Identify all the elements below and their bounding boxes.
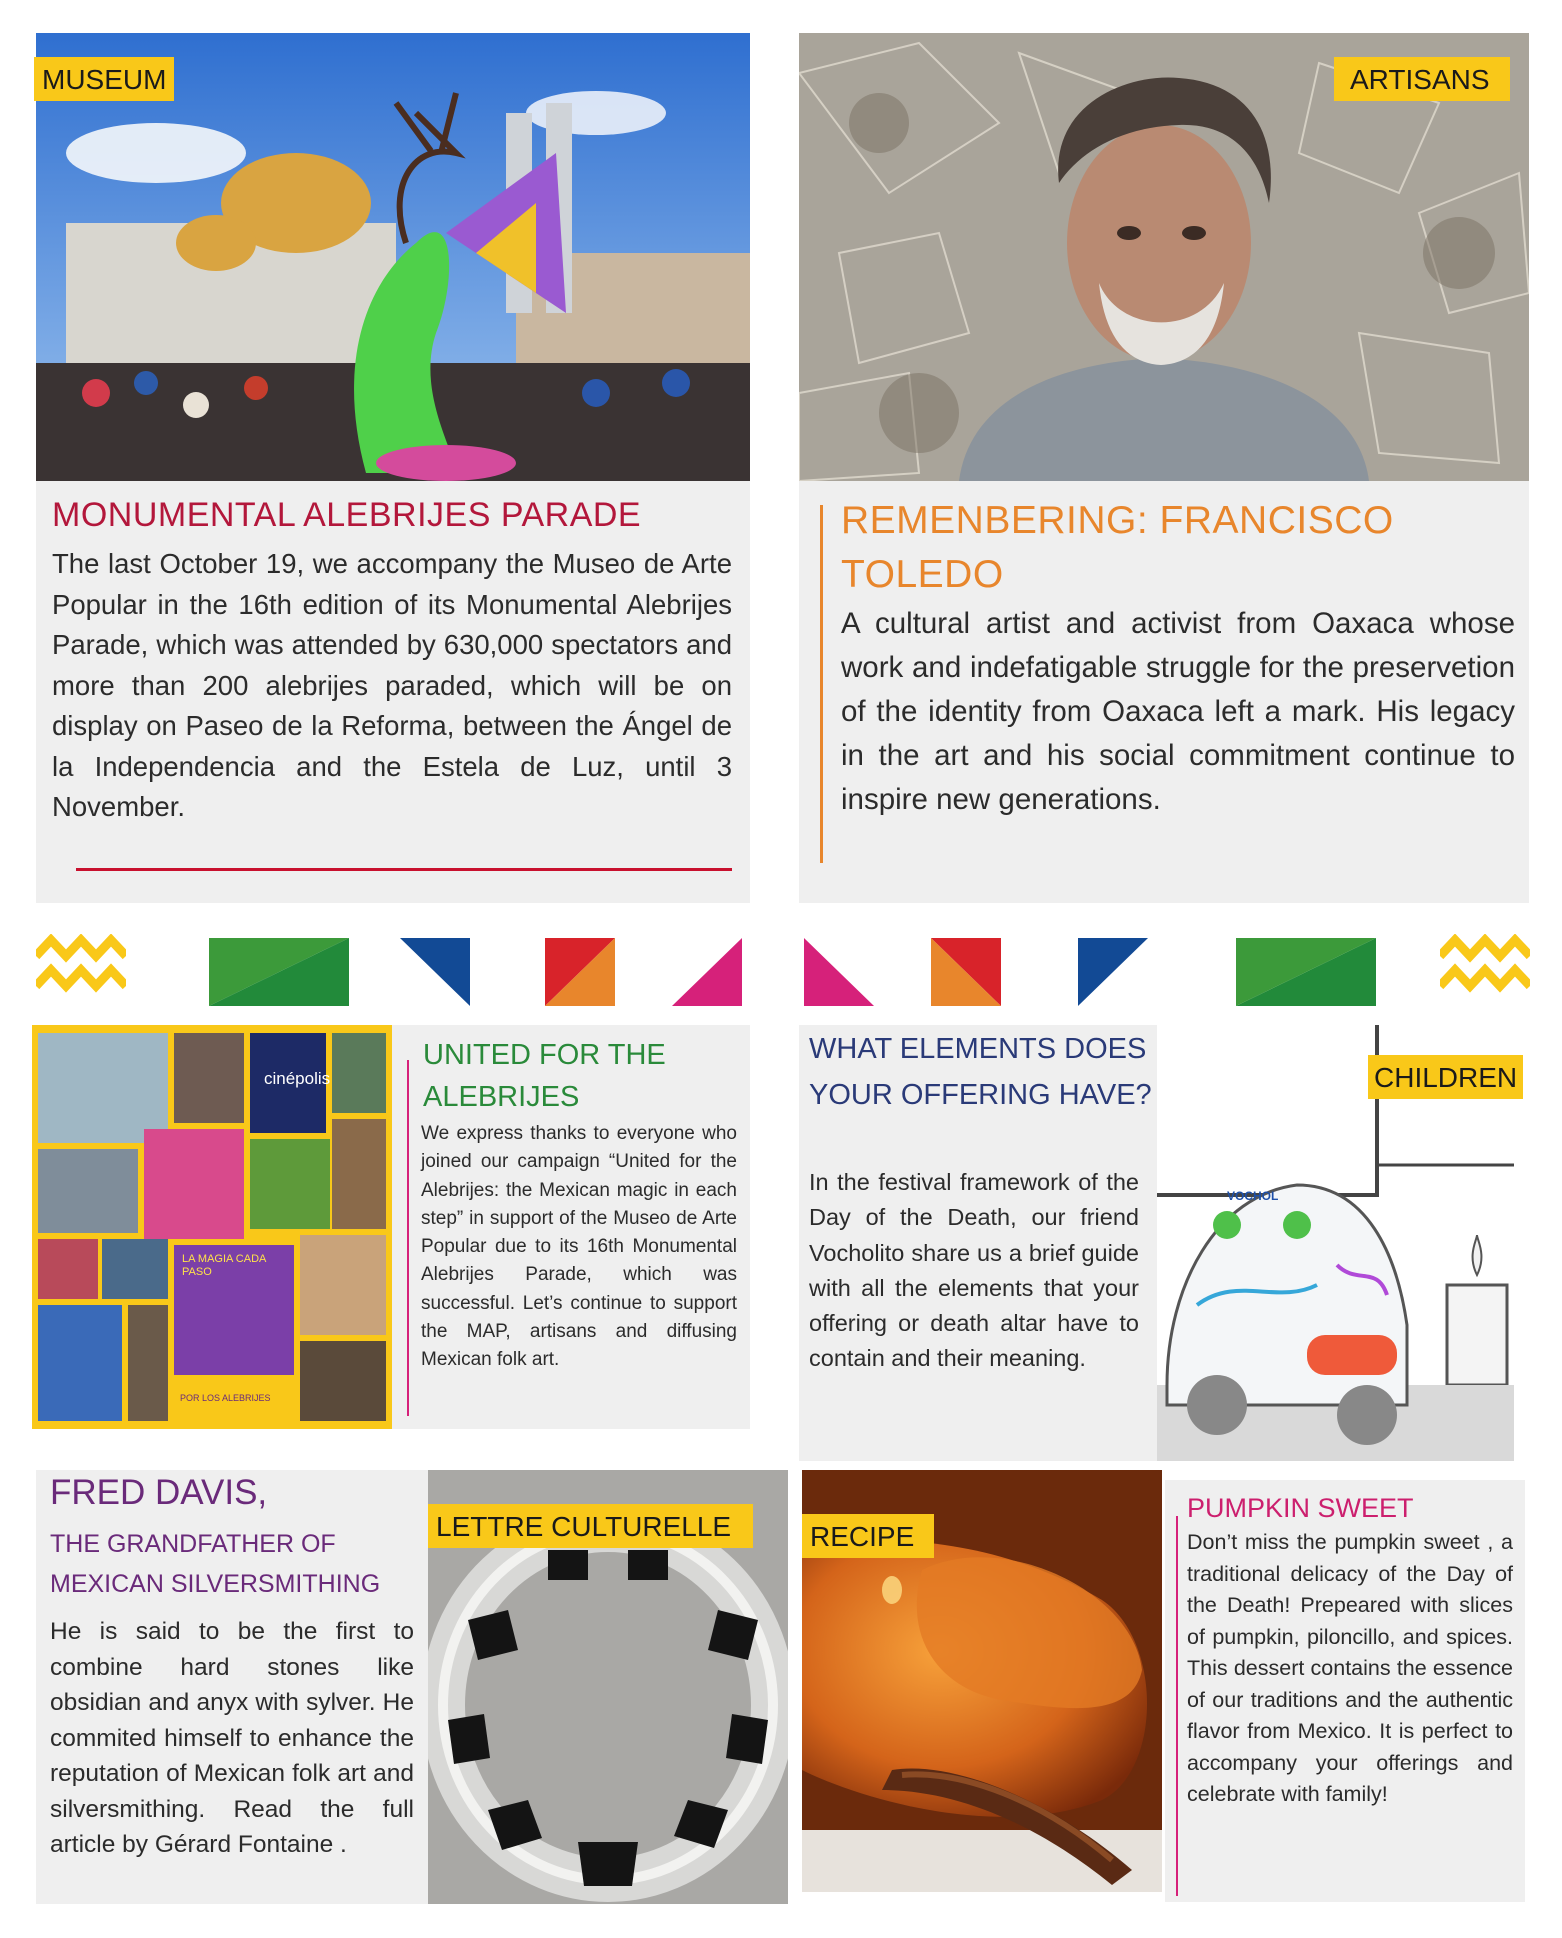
united-collage <box>32 1025 392 1429</box>
children-title: WHAT ELEMENTS DOES YOUR OFFERING HAVE? <box>809 1033 1152 1111</box>
united-body: We express thanks to everyone who joined our campaign “United for the Alebrijes: the Mexican magic in each step” in support of the Museo de Arte Popular due to its 16th Monumental Alebrijes Parade, which was successful. Let’s continue to support the MAP, artisans and diffusing Mexican folk art. <box>421 1123 737 1371</box>
children-tag: CHILDREN <box>1368 1055 1523 1099</box>
blue-triangle-right <box>1078 938 1148 1006</box>
zigzag-icon <box>36 934 126 1000</box>
recipe-body: Don’t miss the pumpkin sweet , a traditional delicacy of the Day of the Death! Prepeared with slices of pumpkin, piloncillo, and spices. This dessert contains the essence of our traditions and the authentic flavor from Mexico. It is perfect to accompany your offerings and celebrate with family! <box>1187 1530 1513 1806</box>
fred-title: FRED DAVIS, <box>50 1473 268 1512</box>
vochol-label: VOCHOL <box>1227 1189 1279 1203</box>
museum-title: MONUMENTAL ALEBRIJES PARADE <box>52 496 642 534</box>
green-block <box>209 938 349 1006</box>
museum-body: The last October 19, we accompany the Museo de Arte Popular in the 16th edition of its Monumental Alebrijes Parade, which was attended by 630,000 spectators and more than 200 alebrijes paraded, which will be on display on Paseo de la Reforma, between the Ángel de la Independencia and the Estela de Luz, until 3 November. <box>52 548 732 822</box>
red-orange-block <box>545 938 615 1006</box>
united-title: UNITED FOR THE ALEBRIJES <box>423 1039 666 1113</box>
recipe-title: PUMPKIN SWEET <box>1187 1493 1414 1523</box>
artisans-accent-line <box>820 505 823 863</box>
magenta-triangle-left <box>672 938 742 1006</box>
artisans-body: A cultural artist and activist from Oaxaca whose work and indefatigable struggle for the preservetion of the identity from Oaxaca left a mark. His legacy in the art and his social commitment continue to inspire new generations. <box>841 607 1515 816</box>
museum-underline <box>76 868 732 871</box>
decorative-strip <box>0 930 1562 1010</box>
collage-poster-text: LA MAGIA CADA PASO <box>182 1253 266 1278</box>
collage-footer-text: POR LOS ALEBRIJES <box>180 1393 271 1403</box>
blue-triangle <box>400 938 470 1006</box>
collage-cinepolis-text: cinépolis <box>264 1069 331 1088</box>
orange-red-block <box>931 938 1001 1006</box>
recipe-tag: RECIPE <box>802 1514 934 1558</box>
artisans-tag: ARTISANS <box>1334 57 1510 101</box>
united-accent-line <box>407 1060 409 1416</box>
magenta-triangle-right <box>804 938 874 1006</box>
artisans-title: REMENBERING: FRANCISCO TOLEDO <box>841 499 1394 596</box>
fred-body: He is said to be the first to combine hard stones like obsidian and anyx with sylver. He commited himself to enhance the reputation of Mexican folk art and silversmithing. Read the full article by Gérard Fontaine . <box>50 1618 414 1858</box>
children-body: In the festival framework of the Day of the Death, our friend Vocholito share us a brief guide with all the elements that your offering or death altar have to contain and their meaning. <box>809 1169 1139 1372</box>
green-block-right <box>1236 938 1376 1006</box>
zigzag-icon <box>1440 934 1530 1000</box>
lettre-culturelle-tag: LETTRE CULTURELLE <box>428 1504 753 1548</box>
museum-tag: MUSEUM <box>34 57 174 101</box>
fred-subtitle: THE GRANDFATHER OF MEXICAN SILVERSMITHING <box>50 1530 381 1598</box>
recipe-accent-line <box>1176 1516 1178 1896</box>
